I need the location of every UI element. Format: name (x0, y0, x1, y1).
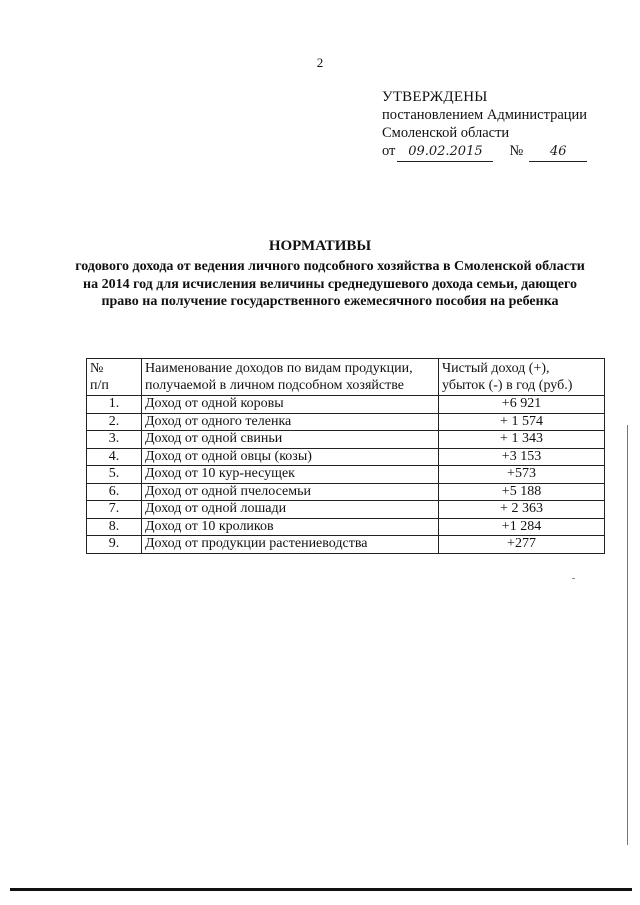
header-value-line-2: убыток (-) в год (руб.) (442, 378, 573, 393)
handwritten-date: 09.02.2015 (397, 143, 493, 162)
row-name: Доход от одной свиньи (142, 431, 439, 449)
header-number (87, 359, 142, 396)
row-value: + 1 574 (439, 413, 605, 431)
row-value: +5 188 (439, 483, 605, 501)
row-name: Доход от одной овцы (козы) (142, 448, 439, 466)
table-row (87, 413, 605, 431)
header-name-line-1: Наименование доходов по видам продукции, (145, 361, 413, 376)
row-number: 7. (87, 501, 142, 519)
header-value (439, 359, 605, 396)
approval-heading: УТВЕРЖДЕНЫ (382, 89, 488, 105)
table-row (87, 518, 605, 536)
scan-speck (572, 578, 575, 579)
table-row (87, 501, 605, 519)
approval-date-line (382, 142, 587, 162)
table-row (87, 466, 605, 484)
row-number: 4. (87, 448, 142, 466)
scan-bottom-edge (10, 888, 632, 891)
date-prefix: от (382, 143, 396, 159)
row-number: 6. (87, 483, 142, 501)
row-value: + 2 363 (439, 501, 605, 519)
row-value: + 1 343 (439, 431, 605, 449)
row-value: +277 (439, 536, 605, 554)
table-row (87, 448, 605, 466)
header-name-line-2: получаемой в личном подсобном хозяйстве (145, 378, 404, 393)
row-number: 3. (87, 431, 142, 449)
approval-line-2: Смоленской области (382, 125, 510, 141)
row-name: Доход от 10 кроликов (142, 518, 439, 536)
header-number-line-2: п/п (90, 378, 109, 393)
document-title: НОРМАТИВЫ (268, 238, 372, 254)
table-header-row (87, 359, 605, 396)
row-value: +3 153 (439, 448, 605, 466)
approval-block (382, 88, 587, 162)
approval-line-1: постановлением Администрации (382, 107, 588, 123)
row-name: Доход от одной пчелосемьи (142, 483, 439, 501)
table-row (87, 483, 605, 501)
header-value-line-1: Чистый доход (+), (442, 361, 550, 376)
row-value: +573 (439, 466, 605, 484)
page-number: 2 (316, 55, 324, 70)
row-name: Доход от одной коровы (142, 396, 439, 414)
number-label: № (509, 143, 524, 159)
row-number: 8. (87, 518, 142, 536)
row-name: Доход от одного теленка (142, 413, 439, 431)
document-subtitle: годового дохода от ведения личного подсобного хозяйства в Смоленской области на 2014 год для исчисления величины среднедушевого дохода семьи, дающего право на получение государственного ежемесячного пособия на ребенка (75, 259, 585, 309)
scan-edge-mark (627, 425, 628, 845)
row-value: +6 921 (439, 396, 605, 414)
row-number: 9. (87, 536, 142, 554)
table-row (87, 431, 605, 449)
table-row (87, 536, 605, 554)
row-name: Доход от одной лошади (142, 501, 439, 519)
row-name: Доход от 10 кур-несущек (142, 466, 439, 484)
row-number: 1. (87, 396, 142, 414)
row-number: 2. (87, 413, 142, 431)
handwritten-number: 46 (529, 143, 587, 162)
header-number-line-1: № (90, 361, 104, 376)
row-number: 5. (87, 466, 142, 484)
table-row (87, 396, 605, 414)
row-name: Доход от продукции растениеводства (142, 536, 439, 554)
row-value: +1 284 (439, 518, 605, 536)
header-name (142, 359, 439, 396)
norms-table (86, 358, 605, 554)
